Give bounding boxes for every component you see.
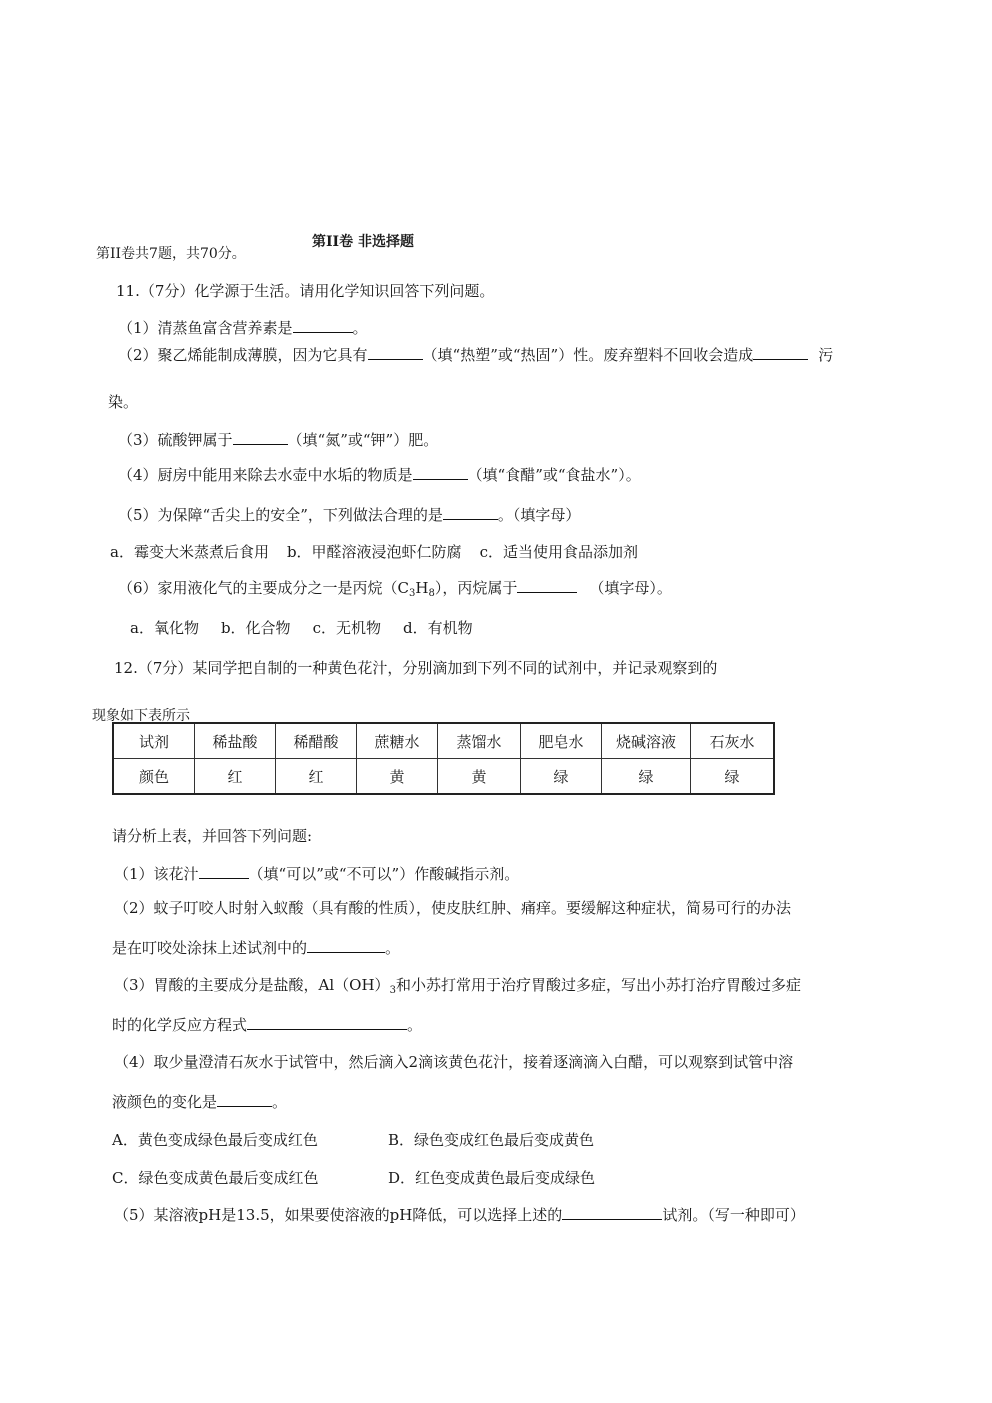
q11-p3-post: （填“氮”或“钾”）肥。 <box>287 431 439 449</box>
q12-p4-pre: 液颜色的变化是 <box>112 1093 218 1111</box>
q12-p3-text-b: 和小苏打常用于治疗胃酸过多症，写出小苏打治疗胃酸过多症 <box>395 976 801 994</box>
q12-p4-option-a: A．黄色变成绿色最后变成红色 <box>112 1131 318 1149</box>
q12-p4-post: 。 <box>272 1093 288 1111</box>
q11-p2-post: 污 <box>818 346 834 364</box>
q12-p2-post: 。 <box>385 939 401 957</box>
q12-stem: 12.（7分）某同学把自制的一种黄色花汁，分别滴加到下列不同的试剂中，并记录观察到的 <box>114 659 718 677</box>
q11-p2-text: （2）聚乙烯能制成薄膜，因为它具有 <box>118 346 368 364</box>
q11-p1-text: （1）清蒸鱼富含营养素是 <box>118 319 293 337</box>
option-a: a．霉变大米蒸煮后食用 <box>110 543 269 561</box>
q12-p3-pre: 时的化学反应方程式 <box>112 1016 248 1034</box>
q11-part6 <box>118 578 672 604</box>
q11-part2-cont: 染。 <box>108 393 139 411</box>
q11-part2 <box>118 345 833 365</box>
q11-p6-post2: （填字母）。 <box>589 579 672 597</box>
q12-analyze: 请分析上表，并回答下列问题: <box>112 827 313 845</box>
q11-part1 <box>118 318 368 338</box>
q12-p1-text: （1）该花汁 <box>114 865 199 883</box>
q11-p5-text: （5）为保障“舌尖上的安全”，下列做法合理的是 <box>118 506 443 524</box>
q12-part3-line2 <box>112 1015 422 1035</box>
q12-part2-line2 <box>112 938 400 958</box>
table-cell: 绿 <box>602 759 691 795</box>
answer-blank[interactable] <box>413 465 468 480</box>
q11-p4-text: （4）厨房中能用来除去水壶中水垢的物质是 <box>118 466 413 484</box>
q11-p2-mid: （填“热塑”或“热固”）性。废弃塑料不回收会造成 <box>422 346 754 364</box>
subscript: 3 <box>409 588 416 599</box>
table-cell: 蒸馏水 <box>438 723 521 759</box>
q11-part5 <box>118 505 580 525</box>
table-cell: 绿 <box>691 759 775 795</box>
option-c: c．无机物 <box>312 619 381 637</box>
table-cell: 红 <box>276 759 357 795</box>
table-cell: 颜色 <box>113 759 195 795</box>
observation-table <box>112 722 775 795</box>
option-b: b．甲醛溶液浸泡虾仁防腐 <box>286 543 462 561</box>
answer-blank[interactable] <box>443 505 498 520</box>
table-cell: 绿 <box>521 759 602 795</box>
answer-blank[interactable] <box>307 938 385 953</box>
table-cell: 红 <box>195 759 276 795</box>
section-intro: 第II卷共7题，共70分。 <box>96 246 246 262</box>
q11-p6-options <box>130 618 473 638</box>
answer-blank[interactable] <box>217 1092 272 1107</box>
subscript: 8 <box>428 588 435 599</box>
q12-p2-text: 是在叮咬处涂抹上述试剂中的 <box>112 939 308 957</box>
option-c: c．适当使用食品添加剂 <box>479 543 638 561</box>
q12-p5-text: （5）某溶液pH是13.5，如果要使溶液的pH降低，可以选择上述的 <box>114 1206 563 1224</box>
table-cell: 稀醋酸 <box>276 723 357 759</box>
q12-p1-post: （填“可以”或“不可以”）作酸碱指示剂。 <box>248 865 520 883</box>
q11-p6-mid: H <box>415 579 429 597</box>
table-cell: 稀盐酸 <box>195 723 276 759</box>
q12-stem-cont: 现象如下表所示 <box>92 708 190 724</box>
answer-blank[interactable] <box>233 430 288 445</box>
q11-p3-text: （3）硫酸钾属于 <box>118 431 233 449</box>
q12-p3-text-a: （3）胃酸的主要成分是盐酸，Al（OH） <box>114 976 390 994</box>
q12-part4-line1: （4）取少量澄清石灰水于试管中，然后滴入2滴该黄色花汁，接着逐滴滴入白醋，可以观察到试管中溶 <box>114 1053 794 1071</box>
table-cell: 试剂 <box>113 723 195 759</box>
answer-blank[interactable] <box>199 864 249 879</box>
section-title: 第II卷 非选择题 <box>312 234 414 250</box>
table-cell: 肥皂水 <box>521 723 602 759</box>
answer-blank[interactable] <box>293 318 353 333</box>
q11-part4 <box>118 465 641 485</box>
table-cell: 黄 <box>438 759 521 795</box>
q12-part3-line1 <box>114 975 801 1001</box>
option-a: a．氧化物 <box>130 619 199 637</box>
q11-p6-post1: ），丙烷属于 <box>434 579 518 597</box>
q12-p4-option-b: B．绿色变成红色最后变成黄色 <box>388 1131 595 1149</box>
q11-p6-text: （6）家用液化气的主要成分之一是丙烷（C <box>118 579 410 597</box>
q11-p5-post: 。（填字母） <box>497 506 581 524</box>
option-b: b．化合物 <box>220 619 291 637</box>
q12-part4-line2 <box>112 1092 287 1112</box>
q11-part3 <box>118 430 438 450</box>
q12-part1 <box>114 864 519 884</box>
answer-blank[interactable] <box>562 1205 662 1220</box>
table-row-reagents <box>113 723 774 759</box>
q12-part5 <box>114 1205 805 1225</box>
answer-blank[interactable] <box>368 345 423 360</box>
option-d: d．有机物 <box>402 619 473 637</box>
table-cell: 蔗糖水 <box>357 723 438 759</box>
q12-p5-post: 试剂。（写一种即可） <box>662 1206 805 1224</box>
q12-part2-line1: （2）蚊子叮咬人时射入蚁酸（具有酸的性质），使皮肤红肿、痛痒。要缓解这种症状，简易可行的办法 <box>114 899 792 917</box>
table-row-colors <box>113 759 774 795</box>
subscript: 3 <box>389 985 396 996</box>
answer-blank[interactable] <box>753 345 808 360</box>
q11-p5-options <box>110 542 638 562</box>
q12-p4-option-d: D．红色变成黄色最后变成绿色 <box>388 1169 596 1187</box>
answer-blank[interactable] <box>247 1015 407 1030</box>
q11-p1-post: 。 <box>352 319 368 337</box>
table-cell: 黄 <box>357 759 438 795</box>
q11-p4-post: （填“食醋”或“食盐水”）。 <box>467 466 641 484</box>
q11-stem: 11.（7分）化学源于生活。请用化学知识回答下列问题。 <box>116 282 495 300</box>
q12-p4-option-c: C．绿色变成黄色最后变成红色 <box>112 1169 319 1187</box>
q12-p3-post: 。 <box>407 1016 423 1034</box>
table-cell: 烧碱溶液 <box>602 723 691 759</box>
table-cell: 石灰水 <box>691 723 775 759</box>
answer-blank[interactable] <box>517 578 577 593</box>
